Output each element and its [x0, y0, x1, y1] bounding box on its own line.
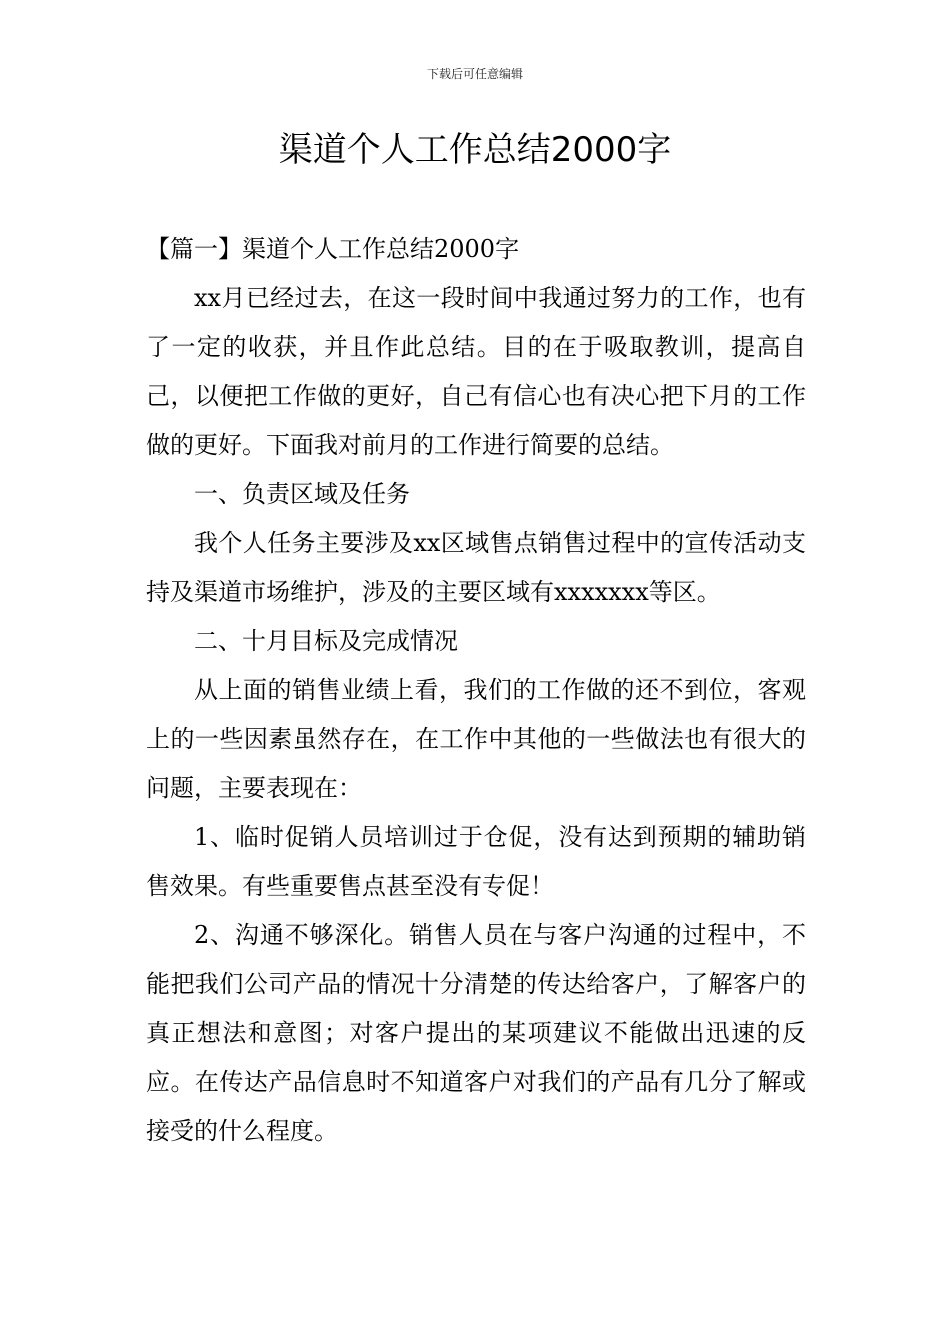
- paragraph-issue-2: 2、沟通不够深化。销售人员在与客户沟通的过程中，不能把我们公司产品的情况十分清楚的传达给客户，了解客户的真正想法和意图；对客户提出的某项建议不能做出迅速的反应。在传达产品信息时不知道客户对我们的产品有几分了解或接受的什么程度。: [146, 921, 806, 1145]
- header-note: 下载后可任意编辑: [426, 67, 523, 81]
- paragraph-area-task: 我个人任务主要涉及xx区域售点销售过程中的宣传活动支持及渠道市场维护，涉及的主要区域有xxxxxxx等区。: [146, 529, 806, 606]
- paragraph-intro: xx月已经过去，在这一段时间中我通过努力的工作，也有了一定的收获，并且作此总结。目的在于吸取教训，提高自己，以便把工作做的更好，自己有信心也有决心把下月的工作做的更好。下面我对前月的工作进行简要的总结。: [146, 284, 806, 459]
- document-body: [146, 225, 806, 1156]
- section-heading: 【篇一】渠道个人工作总结2000字: [146, 235, 520, 263]
- document-title: 渠道个人工作总结2000字: [278, 130, 672, 170]
- heading-area-and-task: 一、负责区域及任务: [194, 480, 410, 508]
- heading-october-goals: 二、十月目标及完成情况: [194, 627, 458, 655]
- paragraph-issue-1: 1、临时促销人员培训过于仓促，没有达到预期的辅助销售效果。有些重要售点甚至没有专促！: [146, 823, 806, 900]
- paragraph-sales-performance: 从上面的销售业绩上看，我们的工作做的还不到位，客观上的一些因素虽然存在，在工作中其他的一些做法也有很大的问题，主要表现在：: [146, 676, 806, 802]
